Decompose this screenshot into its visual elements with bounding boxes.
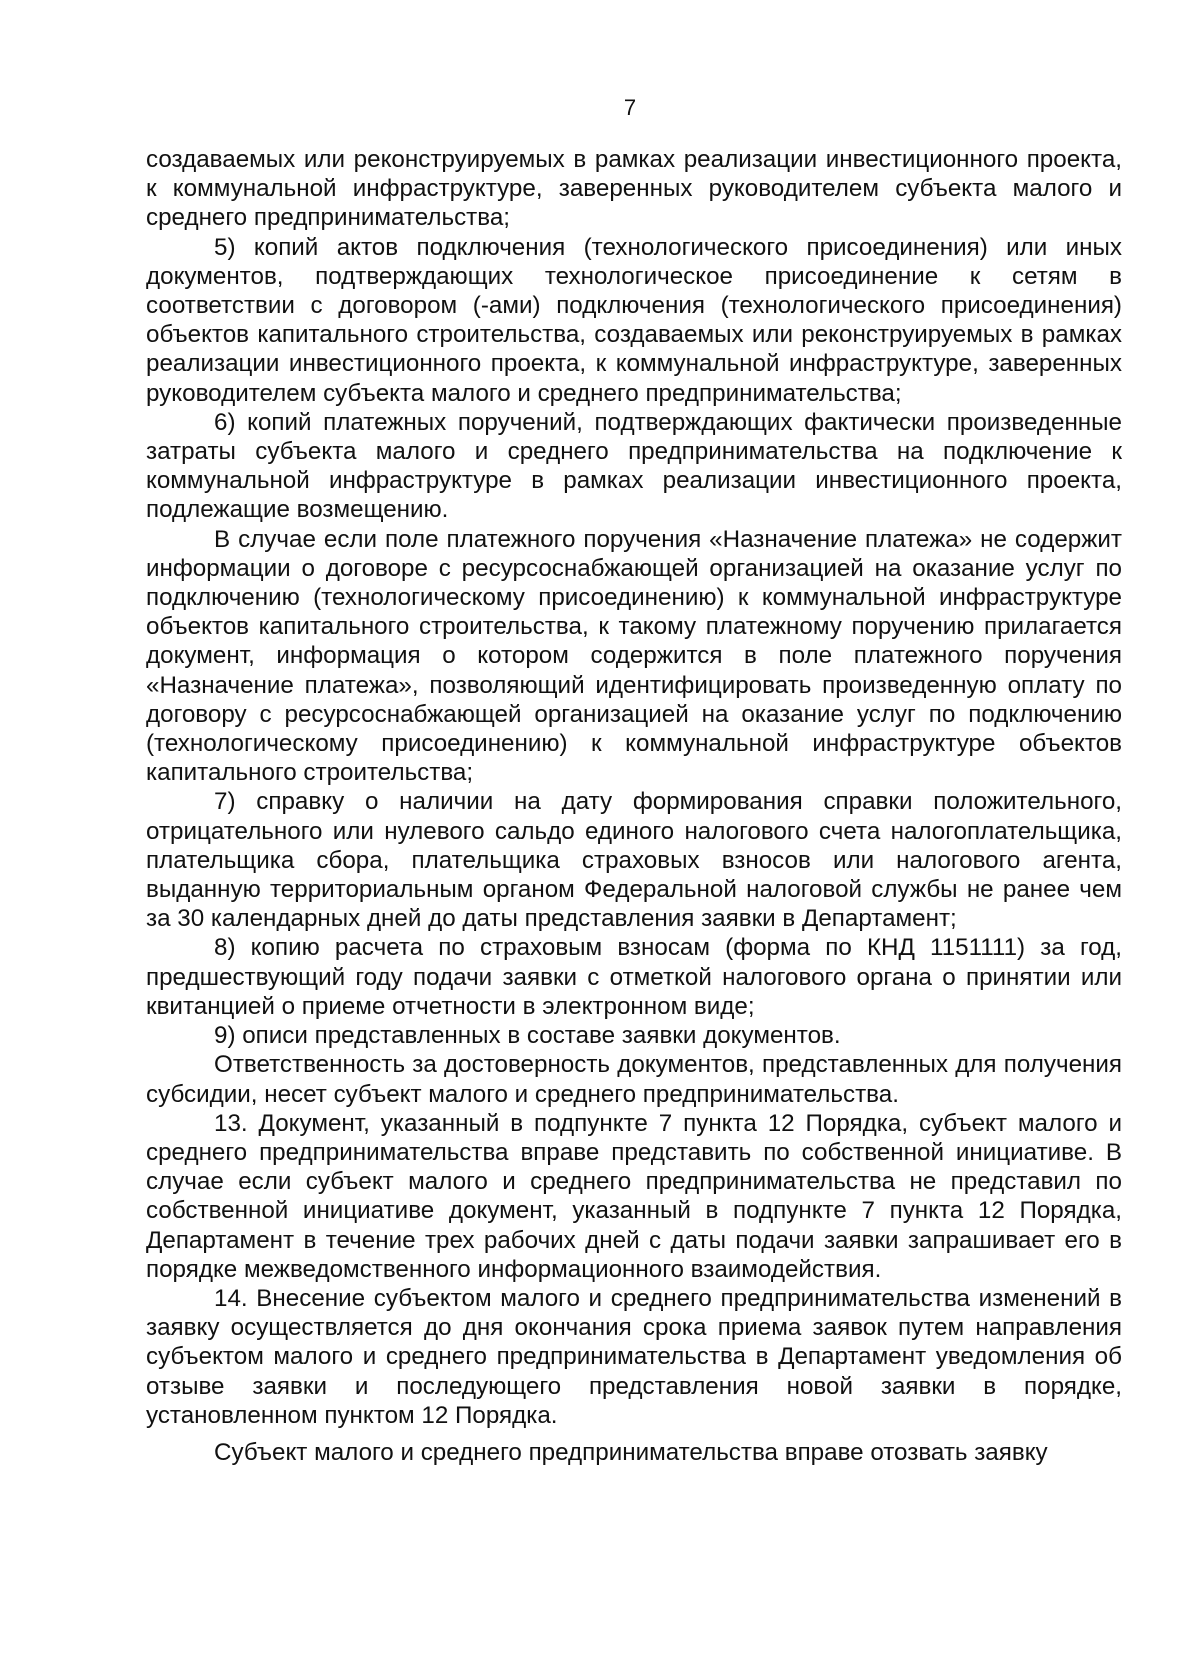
paragraph-item-9: 9) описи представленных в составе заявки документов. — [214, 1022, 841, 1050]
paragraph-section-14: 14. Внесение субъектом малого и среднего предпринимательства изменений в заявку осуществляется до дня окончания срока приема заявок путем направления субъектом малого и среднего предпринимательства в Департамент уведомления об отзыве заявки и последующего представления новой заявки в порядке, установленном пунктом 12 Порядка. — [146, 1284, 1122, 1429]
paragraph-item-8: 8) копию расчета по страховым взносам (форма по КНД 1151111) за год, предшествующий году подачи заявки с отметкой налогового органа о принятии или квитанцией о приеме отчетности в электронном виде; — [146, 934, 1122, 1020]
paragraph-item-6: 6) копий платежных поручений, подтверждающих фактически произведенные затраты субъекта малого и среднего предпринимательства на подключение к коммунальной инфраструктуре в рамках реализации инвестиционного проекта, подлежащие возмещению. — [146, 408, 1122, 524]
paragraph-item-5: 5) копий актов подключения (технологического присоединения) или иных документов, подтверждающих технологическое присоединение к сетям в соответствии с договором (-ами) подключения (технологического присоединения) объектов капитального строительства, создаваемых или реконструируемых в рамках реализации инвестиционного проекта, к коммунальной инфраструктуре, заверенных руководителем субъекта малого и среднего предпринимательства; — [146, 233, 1122, 407]
paragraph-section-13: 13. Документ, указанный в подпункте 7 пункта 12 Порядка, субъект малого и среднего предпринимательства вправе представить по собственной инициативе. В случае если субъект малого и среднего предпринимательства не представил по собственной инициативе документ, указанный в подпункте 7 пункта 12 Порядка, Департамент в течение трех рабочих дней с даты подачи заявки запрашивает его в порядке межведомственного информационного взаимодействия. — [146, 1109, 1122, 1283]
paragraph-payment-order-note: В случае если поле платежного поручения «Назначение платежа» не содержит информации о договоре с ресурсоснабжающей организацией на оказание услуг по подключению (технологическому присоединению) к коммунальной инфраструктуре объектов капитального строительства, к такому платежному поручению прилагается документ, информация о котором содержится в поле платежного поручения «Назначение платежа», позволяющий идентифицировать произведенную оплату по договору с ресурсоснабжающей организацией на оказание услуг по подключению (технологическому присоединению) к коммунальной инфраструктуре объектов капитального строительства; — [146, 525, 1122, 787]
paragraph-continuation: создаваемых или реконструируемых в рамках реализации инвестиционного проекта, к коммунальной инфраструктуре, заверенных руководителем субъекта малого и среднего предпринимательства; — [146, 146, 1122, 232]
page-number: 7 — [623, 95, 637, 120]
paragraph-responsibility: Ответственность за достоверность документов, представленных для получения субсидии, несет субъект малого и среднего предпринимательства. — [146, 1051, 1122, 1108]
paragraph-withdrawal: Субъект малого и среднего предпринимательства вправе отозвать заявку — [214, 1438, 1048, 1466]
paragraph-item-7: 7) справку о наличии на дату формирования справки положительного, отрицательного или нулевого сальдо единого налогового счета налогоплательщика, плательщика сбора, плательщика страховых взносов или налогового агента, выданную территориальным органом Федеральной налоговой службы не ранее чем за 30 календарных дней до даты представления заявки в Департамент; — [146, 788, 1122, 933]
document-body — [146, 145, 1122, 1467]
